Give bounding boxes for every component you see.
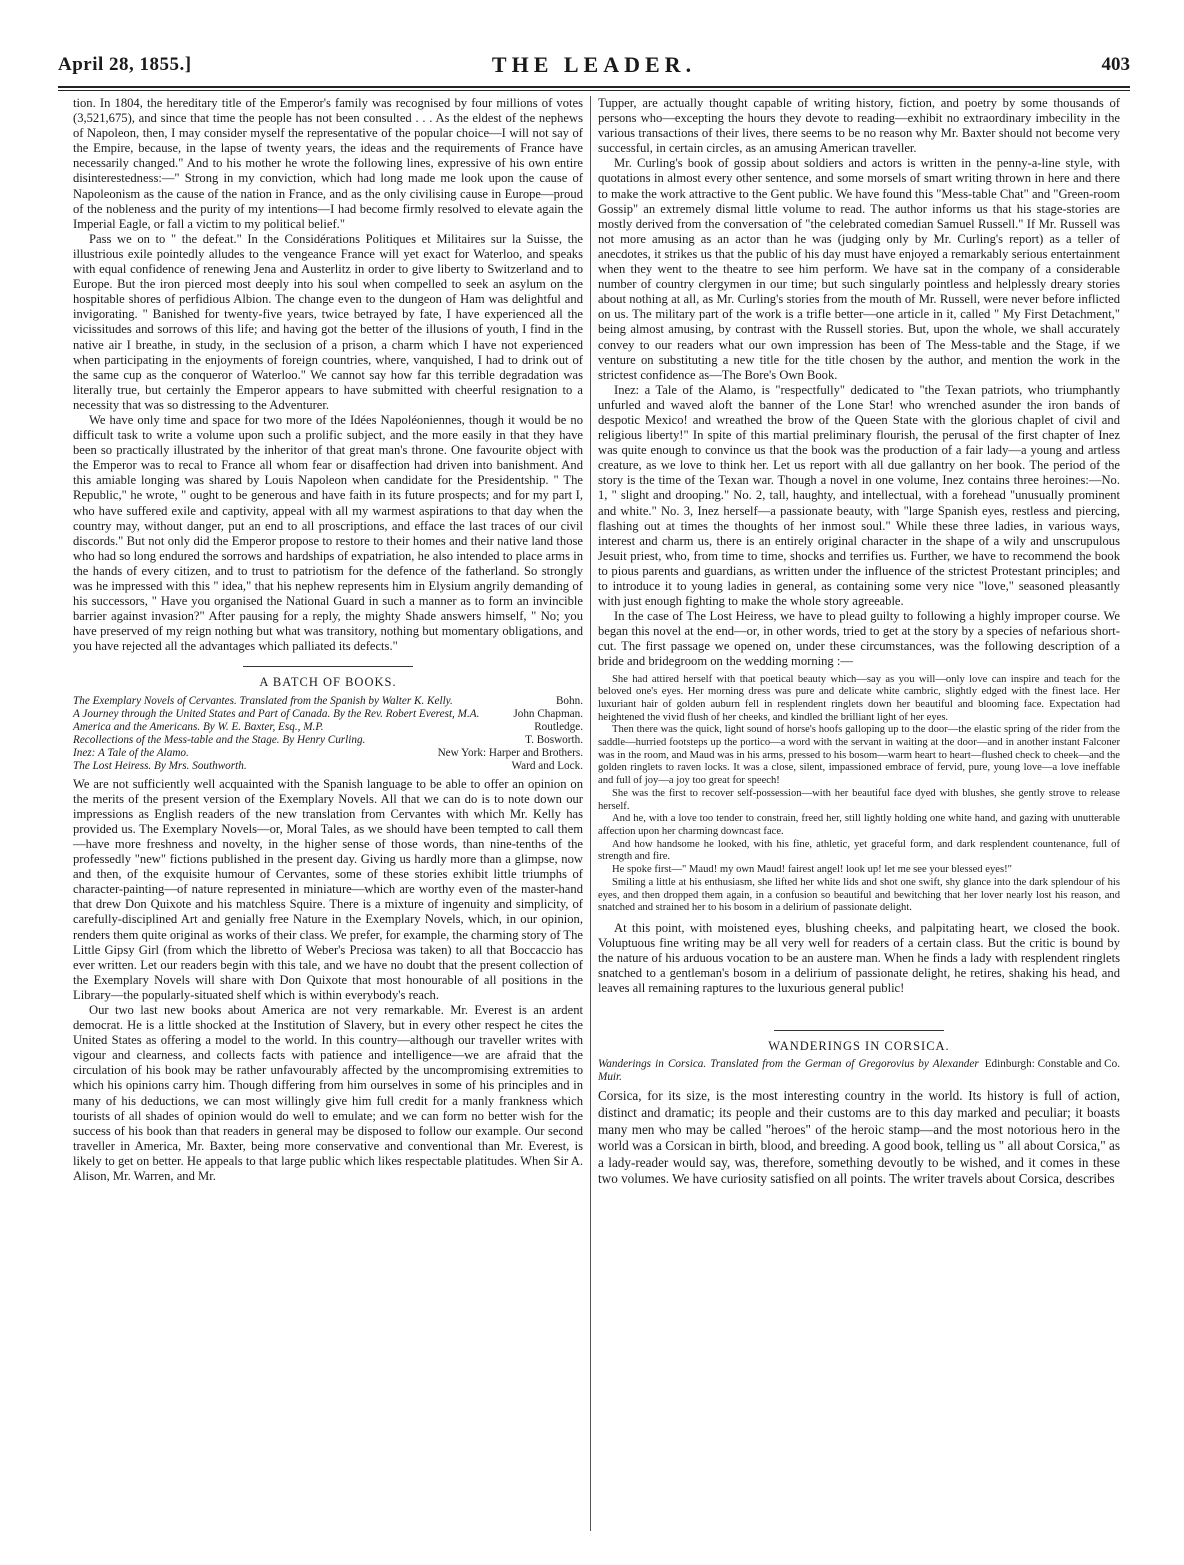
- excerpt-paragraph: He spoke first—" Maud! my own Maud! fairest angel! look up! let me see your blessed eyes!": [612, 864, 1012, 876]
- book-title: Recollections of the Mess-table and the Stage. By Henry Curling.: [73, 733, 366, 746]
- header-rule: [58, 86, 1130, 88]
- excerpt-paragraph: Smiling a little at his enthusiasm, she lifted her white lids and shot one swift, shy glance into the dark splendour of his eyes, and then dropped them again, in a confusion so beautiful and bewitching that her lover nearly lost his reason, and snatched and strained her to his bosom in a delirium of passionate delight.: [598, 876, 1120, 914]
- book-entry: [73, 708, 583, 721]
- book-entry: [73, 760, 583, 773]
- excerpt-paragraph: Then there was the quick, light sound of horse's hoofs galloping up to the door—the elastic spring of the rider from the saddle—hurried footsteps up the portico—a word with the servant in waiting at the door—and in another instant Falconer was in the room, and Maud was in his arms, pressed to his bosom—warm heart to heart—flushed check to cheek—and the golden ringlets to raven locks. It was a close, silent, impassioned embrace of fervid, pure, young love—a love ineffable and full of joy—a joy too great for speech!: [598, 724, 1120, 787]
- header-rule-thin: [58, 90, 1130, 91]
- book-publisher: Bohn.: [555, 694, 583, 707]
- book-entry: [598, 1058, 1120, 1084]
- paragraph: tion. In 1804, the hereditary title of the Emperor's family was recognised by four millions of votes (3,521,675), and since that time the people has not been consulted . . . As the eldest of the nephews of Napoleon, then, I may consider myself the representative of the popular choice—I will not say of the Empire, because, in the lapse of twenty years, the ideas and the requirements of France have necessarily changed." And to his mother he wrote the following lines, expressive of his own entire disinterestedness:—" Strong in my conviction, which had long made me look upon the cause of Napoleonism as the cause of the nation in France, and as the only civilising cause in Europe—proud of the nobleness and the purity of my intentions—I had become firmly resolved to elevate again the Imperial Eagle, or fall a victim to my political belief.": [73, 96, 583, 231]
- excerpt-paragraph: She had attired herself with that poetical beauty which—say as you will—only love can inspire and teach for the beloved one's eyes. Her morning dress was pure and delicate white cambric, slightly edged with the finest lace. Her luxuriant hair of golden auburn fell in resplendent ringlets down her beautiful and blooming face. Expectation had heightened the vivid flush of her cheeks, and kindled the brilliant light of her eyes.: [598, 673, 1120, 723]
- excerpt-paragraph: She was the first to recover self-possession—with her beautiful face dyed with blushes, she gently strove to release herself.: [598, 787, 1120, 812]
- book-title: A Journey through the United States and Part of Canada. By the Rev. Robert Everest, M.A.: [73, 707, 480, 720]
- book-title: Wanderings in Corsica. Translated from the German of Gregorovius by Alexander Muir.: [598, 1058, 979, 1084]
- book-list: [598, 1058, 1120, 1084]
- quoted-excerpt: [598, 674, 1120, 915]
- book-title: The Exemplary Novels of Cervantes. Translated from the Spanish by Walter K. Kelly.: [73, 694, 453, 707]
- book-publisher: John Chapman.: [513, 707, 583, 720]
- book-entry: [73, 721, 583, 734]
- masthead: [58, 40, 1130, 84]
- left-column: [73, 96, 583, 1184]
- book-title: America and the Americans. By W. E. Baxter, Esq., M.P.: [73, 720, 324, 733]
- paragraph: Pass we on to " the defeat." In the Considérations Politiques et Militaires sur la Suisse, the illustrious exile pointedly alludes to the vengeance France will yet exact for Waterloo, and speaks with equal confidence of renewing Jena and Austerlitz in order to give liberty to Switzerland and to Europe. But the iron pierced most deeply into his soul when compelled to seek an asylum on the hospitable shores of perfidious Albion. The change even to the dungeon of Ham was delightful and invigorating. " Banished for twenty-five years, twice betrayed by fate, I have experienced all the vicissitudes and sorrows of this life; and having got the better of the illusions of youth, I find in the native air I breathe, in study, in the seclusion of a prison, a charm which I have not experienced when participating in the enjoyments of foreign countries, where, vanquished, I had to drink out of the same cup as the conqueror of Waterloo." We cannot say how far this terrible degradation was literally true, but certainly the Emperor appears to have submitted with cheerful resignation to a necessity that was so distressing to the Adventurer.: [73, 231, 583, 412]
- paragraph: We have only time and space for two more of the Idées Napoléoniennes, though it would be no difficult task to write a volume upon such a prolific subject, and the more easily in that they have been so practically illustrated by the inheritor of that great man's throne. One favourite object with the Emperor was to recal to France all whom fear or disaffection had driven into banishment. And this amiable longing was shared by Louis Napoleon when candidate for the Presidentship. " The Republic," he wrote, " ought to be generous and have faith in its future prospects; and for my part I, who have suffered exile and captivity, appeal with all my warmest aspirations to that day when the country may, without danger, put an end to all proscriptions, and efface the last traces of our civil discords." But not only did the Emperor propose to restore to their homes and their native land those who had so long endured the sorrows and hardships of expatriation, he also intended to place arms in the hands of every citizen, and to trust to patriotism for the defence of the fatherland. So strongly was he impressed with this " idea," that his nephew represents him in Elysium angrily demanding of his successors, " Have you organised the National Guard in such a manner as to form an invincible barrier against invasion?" After pausing for a reply, the mighty Shade answers himself, " No; you have preserved of my reign nothing but what was transitory, nothing but momentary obligations, and you have rejected all the advantages which palliated its defects.": [73, 412, 583, 654]
- book-list: [73, 695, 583, 773]
- excerpt-paragraph: And he, with a love too tender to constrain, freed her, still lightly holding one white hand, and gazing with unutterable affection upon her charming downcast face.: [598, 813, 1120, 837]
- right-column: [598, 96, 1120, 1188]
- book-entry: [73, 747, 583, 760]
- paragraph: Corsica, for its size, is the most interesting country in the world. Its history is full of action, distinct and dramatic; its people and their customs are to this day marked and peculiar; it boasts many men who may be called "heroes" of the heroic stamp—and the most notorious hero in the world was a Corsican in birth, blood, and breeding. A good book, telling us " all about Corsica," as a lady-reader would say, was, therefore, something devoutly to be wished, and it comes in these two volumes. We have curiosity satisfied on all points. The writer travels about Corsica, describes: [598, 1088, 1120, 1187]
- book-title: The Lost Heiress. By Mrs. Southworth.: [73, 759, 247, 772]
- book-publisher: T. Bosworth.: [525, 733, 583, 746]
- page-number: 403: [1101, 54, 1130, 75]
- section-divider: [774, 1030, 944, 1031]
- paragraph: At this point, with moistened eyes, blushing cheeks, and palpitating heart, we closed the book. Voluptuous fine writing may be all very well for readers of a certain class. But the critic is bound by the nature of his arduous vocation to be an austere man. When he finds a lady with resplendent ringlets snatched to a gentleman's bosom in a delirium of passionate delight, he retires, shaking his head, and leaves all remaining raptures to the luxurious general public!: [598, 920, 1120, 996]
- paragraph: Our two last new books about America are not very remarkable. Mr. Everest is an ardent democrat. He is a little shocked at the Institution of Slavery, but in every other respect he cites the United States as offering a model to the world. In this country—although our traveller writes with vigour and clearness, and collects facts with patience and intelligence—we are afraid that the circulation of his book may be rather unfavourably affected by the uncompromising extremities to which his opinions carry him. Though differing from him ourselves in some of his principles and in many of his deductions, we can most willingly give him full credit for a manly frankness which tourists of all shades of opinion would do well to emulate; and we can form no better wish for the success of his book than that readers in general may be disposed to follow our example. Our second traveller in America, Mr. Baxter, being more conservative and conventional than Mr. Everest, is likely to get on better. He appeals to that large public which likes respectable platitudes. When Sir A. Alison, Mr. Warren, and Mr.: [73, 1002, 583, 1183]
- book-entry: [73, 734, 583, 747]
- book-title: Inez: A Tale of the Alamo.: [73, 746, 189, 759]
- section-title-wanderings-in-corsica: WANDERINGS IN CORSICA.: [768, 1039, 950, 1054]
- book-publisher: Edinburgh: Constable and Co.: [984, 1058, 1120, 1071]
- book-publisher: New York: Harper and Brothers.: [437, 746, 583, 759]
- paragraph: Mr. Curling's book of gossip about soldiers and actors is written in the penny-a-line style, with quotations in almost every other sentence, and some morsels of smart writing thrown in here and there to make the work attractive to the Gent public. We have found this "Mess-table Chat" and "Green-room Gossip" an extremely dismal little volume to read. The author informs us that his stage-stories are mostly derived from the conversation of "the celebrated comedian Samuel Russell." If Mr. Russell was not more amusing as an actor than he was (judging only by Mr. Curling's report) as a teller of anecdotes, it strikes us that the public of his day must have enjoyed a remarkably serious entertainment when they went to the theatre to see him perform. We have sat in the company of a considerable number of country clergymen in our time; but such singularly pointless and helplessly dreary stories about nothing at all, as Mr. Curling's stories from the mouth of Mr. Russell, were never before inflicted on us. The military part of the work is a trifle better—one article in it, called " My First Detachment," being almost amusing, by contrast with the Russell stories. But, upon the whole, we shall accurately convey to our readers what our own impression has been of The Mess-table and the Stage, if we venture on substituting a new title for the title chosen by the author, and mention the work in the strictest confidence as—The Bore's Own Book.: [598, 156, 1120, 382]
- section-title-batch-of-books: A BATCH OF BOOKS.: [259, 675, 397, 690]
- book-publisher: Ward and Lock.: [511, 759, 583, 772]
- column-divider: [590, 96, 591, 1531]
- book-entry: [73, 695, 583, 708]
- book-publisher: Routledge.: [534, 720, 583, 733]
- excerpt-paragraph: And how handsome he looked, with his fine, athletic, yet graceful form, and dark resplendent countenance, full of strength and fire.: [598, 838, 1120, 863]
- paragraph: Tupper, are actually thought capable of writing history, fiction, and poetry by some thousands of persons who—excepting the hours they devote to reading—exhibit no extraordinary imbecility in the various transactions of their lives, there seems to be no reason why Mr. Baxter should not become very successful, in certain circles, as an amusing American traveller.: [598, 96, 1120, 156]
- section-divider: [243, 666, 413, 667]
- paragraph: In the case of The Lost Heiress, we have to plead guilty to following a highly improper course. We began this novel at the end—or, in other words, tried to get at the story by a species of nefarious short-cut. The first passage we opened on, under these circumstances, was the following description of a bride and bridegroom on the wedding morning :—: [598, 609, 1120, 669]
- paragraph: Inez: a Tale of the Alamo, is "respectfully" dedicated to "the Texan patriots, who triumphantly unfurled and waved aloft the banner of the Lone Star! who wrenched asunder the iron bands of despotic Mexico! and wreathed the brow of the Queen State with the glorious chaplet of civil and religious liberty!" In spite of this martial preliminary flourish, the perusal of the first chapter of Inez was quite enough to convince us that the book was the production of a fair lady—a young and artless creature, as we love to think her. Let us report with all due gallantry on her book. The period of the story is the time of the Texan war. Though a novel in one volume, Inez contains three heroines:—No. 1, " slight and drooping." No. 2, tall, haughty, and intellectual, with a forehead "unusually prominent and white." No. 3, Inez herself—a passionate beauty, with "large Spanish eyes, restless and piercing, flashing out at times the thoughts of her inmost soul." While these three ladies, in various ways, interest and charm us, there is an entirely original character in the shape of a wily and unscrupulous Jesuit priest, who, from time to time, shocks and terrifies us. Further, we have to recommend the book to pious parents and guardians, as written under the influence of the strictest Protestant principles; and to introduce it to young ladies in general, as containing some very nice "love," seasoned pleasantly with just enough fighting to make the whole story agreeable.: [598, 382, 1120, 609]
- newspaper-title: THE LEADER.: [491, 52, 697, 77]
- issue-date: April 28, 1855.]: [58, 54, 192, 75]
- paragraph: We are not sufficiently well acquainted with the Spanish language to be able to offer an opinion on the merits of the present version of the Exemplary Novels. All that we can do is to note down our impressions as English readers of the new translation from Cervantes with which Mr. Kelly has provided us. The Exemplary Novels—or, Moral Tales, as we should have been tempted to call them—have more freshness and novelty, in the higher sense of those words, than nine-tenths of the professedly "new" fictions published in the present day. Giving us hardly more than a glimpse, now and then, of the exquisite humour of Cervantes, some of these stories exhibit little triumphs of character-painting—of nature represented in miniature—which are worthy even of the master-hand that drew Don Quixote and his matchless Squire. There is a mixture of ingenuity and simplicity, of carefully-disciplined Art and genially free Nature in the Exemplary Novels, which, in our opinion, renders them quite original as works of their class. We prefer, for example, the charming story of The Little Gipsy Girl (from which the libretto of Weber's Preciosa was taken) to all that Boccaccio has ever written. Let our readers begin with this tale, and we have no doubt that the present collection of the Exemplary Novels will share with Don Quixote that most honourable of all positions in the Library—the popularly-situated shelf which is within everybody's reach.: [73, 776, 583, 1002]
